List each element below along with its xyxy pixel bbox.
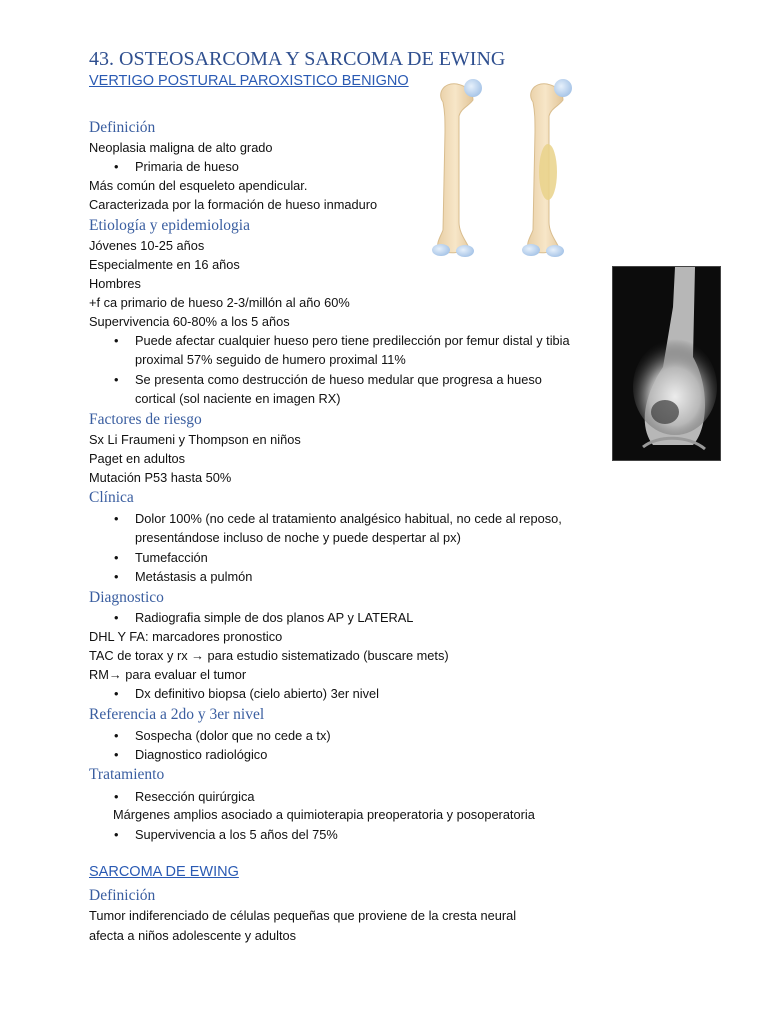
clinica-bullet: • Dolor 100% (no cede al tratamiento analgésico habitual, no cede al reposo, presentándose incluso de noche y puede despertar al px) bbox=[114, 511, 562, 545]
ewing-line: afecta a niños adolescente y adultos bbox=[89, 928, 297, 943]
bullet-dot: • bbox=[114, 569, 119, 584]
tratamiento-bullet: • Resección quirúrgica bbox=[114, 789, 255, 804]
clinica-heading: Clínica bbox=[89, 489, 134, 506]
definicion-line-3: Caracterizada por la formación de hueso inmaduro bbox=[89, 197, 378, 212]
bullet-dot: • bbox=[114, 550, 119, 565]
diagnostico-line: RM→ para evaluar el tumor bbox=[89, 667, 247, 682]
factores-line: Sx Li Fraumeni y Thompson en niños bbox=[89, 432, 301, 447]
referencia-bullet: • Diagnostico radiológico bbox=[114, 747, 268, 762]
tumor-femur bbox=[522, 79, 572, 257]
ewing-link[interactable]: SARCOMA DE EWING bbox=[89, 864, 239, 880]
definicion-line-1: Neoplasia maligna de alto grado bbox=[89, 140, 273, 155]
tumor-mass bbox=[539, 144, 557, 200]
diagnostico-line: DHL Y FA: marcadores pronostico bbox=[89, 629, 283, 644]
etiologia-line: +f ca primario de hueso 2-3/millón al año 60% bbox=[89, 295, 350, 310]
femur-illustration bbox=[415, 72, 585, 262]
etiologia-line: Jóvenes 10-25 años bbox=[89, 238, 205, 253]
tratamiento-line: Márgenes amplios asociado a quimioterapia preoperatoria y posoperatoria bbox=[113, 807, 535, 822]
diagnostico-heading: Diagnostico bbox=[89, 589, 164, 606]
subtitle-link[interactable]: VERTIGO POSTURAL PAROXISTICO BENIGNO bbox=[89, 73, 409, 89]
etiologia-heading: Etiología y epidemiologia bbox=[89, 217, 250, 234]
definicion-bullet: • Primaria de hueso bbox=[114, 159, 239, 174]
bullet-dot: • bbox=[114, 686, 119, 701]
xray-image bbox=[612, 266, 721, 461]
bullet-dot: • bbox=[114, 728, 119, 743]
bullet-dot: • bbox=[114, 610, 119, 625]
ewing-definicion-heading: Definición bbox=[89, 887, 156, 904]
etiologia-bullet: • Puede afectar cualquier hueso pero tiene predilección por femur distal y tibia proximal 57% seguido de humero proximal 11% bbox=[114, 333, 570, 367]
diagnostico-bullet: • Radiografia simple de dos planos AP y LATERAL bbox=[114, 610, 414, 625]
ewing-line: Tumor indiferenciado de células pequeñas que proviene de la cresta neural bbox=[89, 908, 517, 923]
etiologia-bullet: • Se presenta como destrucción de hueso medular que progresa a hueso cortical (sol naciente en imagen RX) bbox=[114, 372, 542, 406]
bullet-dot: • bbox=[114, 159, 119, 174]
page-title: 43. OSTEOSARCOMA Y SARCOMA DE EWING bbox=[89, 48, 506, 70]
bullet-dot: • bbox=[114, 372, 119, 387]
factores-line: Paget en adultos bbox=[89, 451, 186, 466]
referencia-bullet: • Sospecha (dolor que no cede a tx) bbox=[114, 728, 331, 743]
definicion-heading: Definición bbox=[89, 119, 156, 136]
normal-femur bbox=[432, 79, 482, 257]
referencia-heading: Referencia a 2do y 3er nivel bbox=[89, 706, 265, 723]
diagnostico-line: TAC de torax y rx → para estudio sistematizado (buscare mets) bbox=[89, 648, 449, 663]
etiologia-line: Supervivencia 60-80% a los 5 años bbox=[89, 314, 290, 329]
factores-line: Mutación P53 hasta 50% bbox=[89, 470, 232, 485]
bullet-dot: • bbox=[114, 333, 119, 348]
bullet-dot: • bbox=[114, 789, 119, 804]
etiologia-line: Hombres bbox=[89, 276, 141, 291]
etiologia-line: Especialmente en 16 años bbox=[89, 257, 240, 272]
factores-heading: Factores de riesgo bbox=[89, 411, 202, 428]
diagnostico-bullet: • Dx definitivo biopsa (cielo abierto) 3er nivel bbox=[114, 686, 379, 701]
bullet-dot: • bbox=[114, 827, 119, 842]
tratamiento-bullet: • Supervivencia a los 5 años del 75% bbox=[114, 827, 338, 842]
clinica-bullet: • Tumefacción bbox=[114, 550, 208, 565]
clinica-bullet: • Metástasis a pulmón bbox=[114, 569, 253, 584]
tratamiento-heading: Tratamiento bbox=[89, 766, 165, 783]
definicion-line-2: Más común del esqueleto apendicular. bbox=[89, 178, 308, 193]
xray-femur-graphic bbox=[613, 267, 720, 460]
bullet-dot: • bbox=[114, 747, 119, 762]
bullet-dot: • bbox=[114, 511, 119, 526]
